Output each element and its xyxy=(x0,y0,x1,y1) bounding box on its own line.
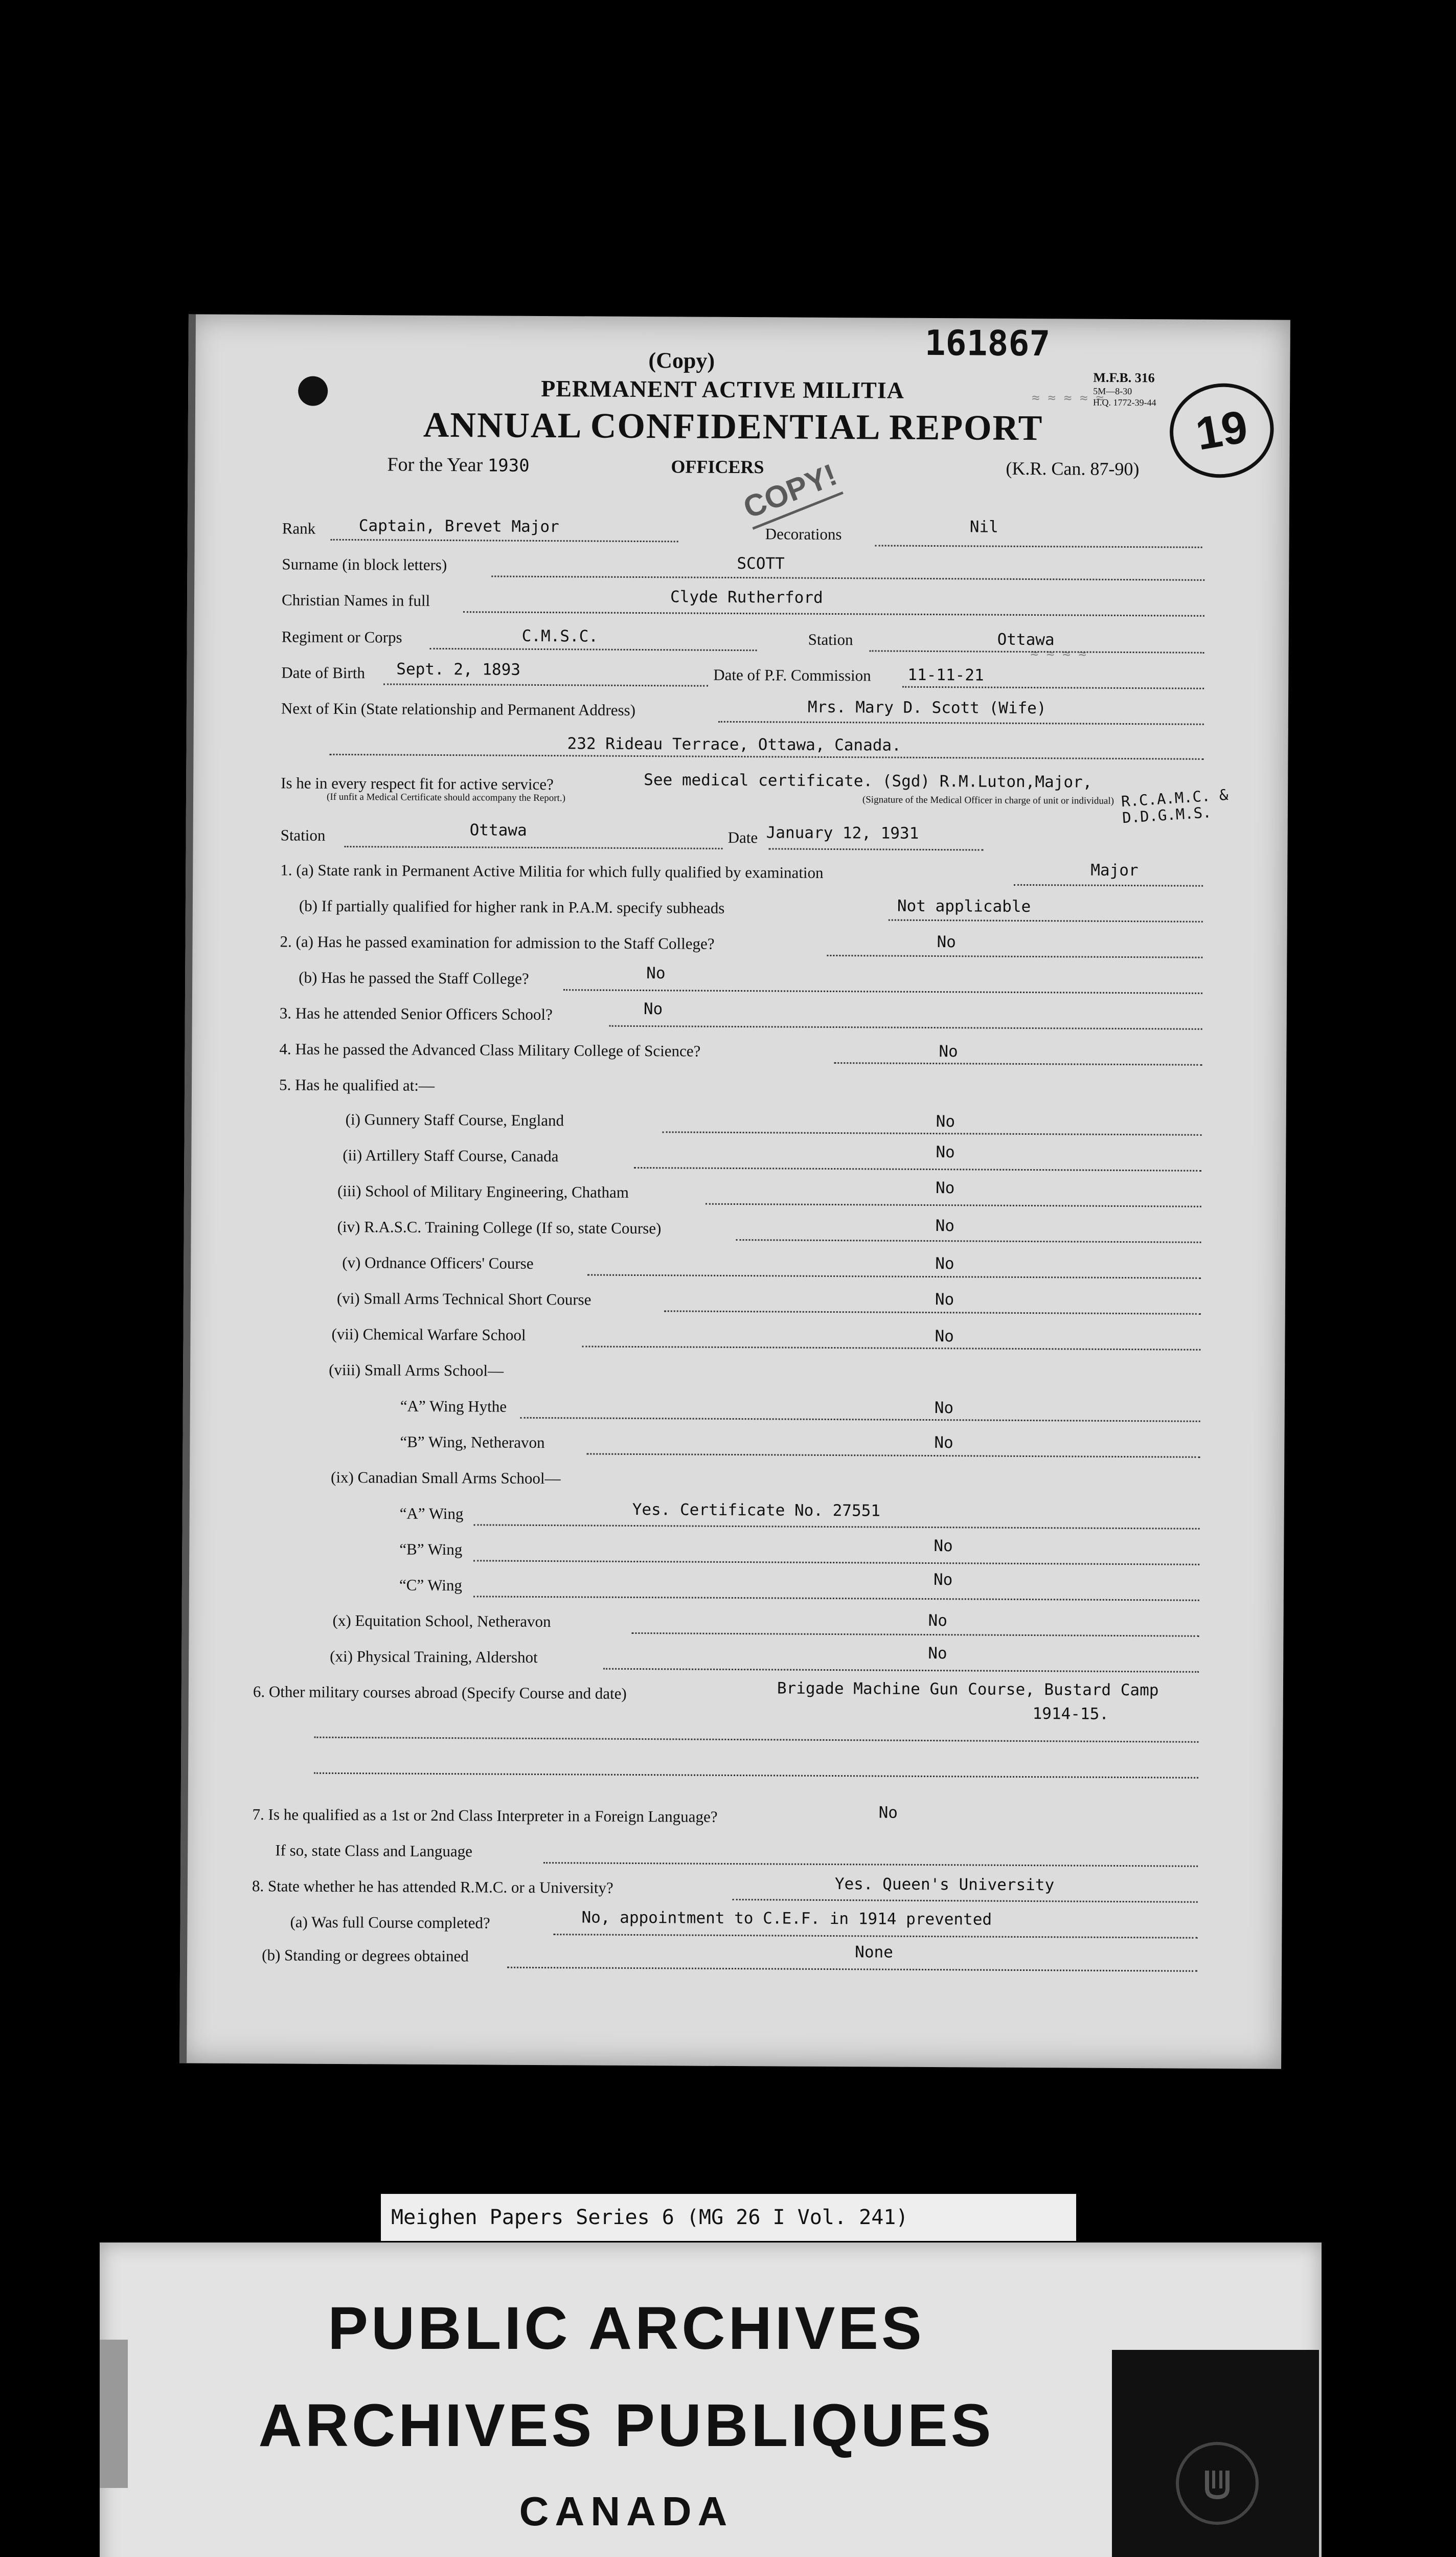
report-date-value: January 12, 1931 xyxy=(766,823,919,843)
pf-commission-row: Date of P.F. Commission 11-11-21 xyxy=(713,665,984,685)
medical-certificate-note: (If unfit a Medical Certificate should accompany the Report.) xyxy=(326,791,565,804)
question-5-i: (i) Gunnery Staff Course, England No xyxy=(345,1110,956,1131)
form-code: M.F.B. 316 5M—8-30 H.Q. 1772-39-44 xyxy=(1093,370,1156,408)
question-2a: 2. (a) Has he passed examination for admission to the Staff College? No xyxy=(280,932,956,953)
fill-line xyxy=(769,848,984,850)
answer-5-viii-a: No xyxy=(934,1399,954,1418)
answer-7: No xyxy=(878,1803,898,1822)
document-number: 161867 xyxy=(924,323,1051,365)
question-5: 5. Has he qualified at:— xyxy=(279,1075,435,1094)
question-5-xi: (xi) Physical Training, Aldershot No xyxy=(330,1644,947,1666)
fill-line xyxy=(875,545,1202,548)
answer-6: Brigade Machine Gun Course, Bustard Camp xyxy=(777,1679,1159,1700)
answer-5-ii: No xyxy=(936,1143,955,1162)
regiment-value: C.M.S.C. xyxy=(521,626,599,646)
answer-5-v: No xyxy=(935,1254,954,1273)
answer-2a: No xyxy=(937,933,956,952)
next-of-kin-value: Mrs. Mary D. Scott (Wife) xyxy=(807,698,1046,718)
answer-5-vi: No xyxy=(935,1290,954,1309)
station2-row: Station Ottawa xyxy=(280,821,527,844)
fill-line xyxy=(889,919,1203,923)
copy-heading: (Copy) xyxy=(648,348,715,373)
fill-line xyxy=(474,1524,1200,1529)
fill-line xyxy=(314,1737,1198,1743)
answer-2b: No xyxy=(646,964,666,983)
question-5-viii-a: “A” Wing Hythe No xyxy=(400,1397,954,1418)
fill-line xyxy=(553,1934,1197,1939)
fill-line xyxy=(718,721,1204,725)
question-5-ii: (ii) Artillery Staff Course, Canada No xyxy=(343,1143,955,1165)
fill-line xyxy=(473,1596,1199,1601)
fill-line xyxy=(314,1773,1198,1779)
decorations-row: Decorations Nil xyxy=(765,518,998,544)
answer-5-i: No xyxy=(936,1112,956,1131)
answer-3: No xyxy=(643,1000,663,1019)
fill-line xyxy=(543,1862,1198,1867)
fill-line xyxy=(463,611,1204,617)
fill-line xyxy=(1014,884,1203,887)
report-page xyxy=(179,314,1290,2069)
answer-5-vii: No xyxy=(935,1327,954,1346)
fill-line xyxy=(634,1167,1201,1172)
medical-officer-rank: R.C.A.M.C. & D.D.G.M.S. xyxy=(1121,786,1229,827)
answer-8a: No, appointment to C.E.F. in 1914 prevented xyxy=(581,1908,992,1929)
question-7-class: If so, state Class and Language xyxy=(275,1841,473,1860)
question-4: 4. Has he passed the Advanced Class Military College of Science? No xyxy=(279,1040,958,1061)
fill-line xyxy=(631,1632,1199,1637)
rank-value: Captain, Brevet Major xyxy=(358,517,559,536)
fill-line xyxy=(603,1668,1199,1673)
question-1b: (b) If partially qualified for higher rank in P.A.M. specify subheads Not applicable xyxy=(299,896,1031,917)
archives-card xyxy=(100,2242,1322,2557)
year-line: For the Year 1930 xyxy=(387,454,530,476)
answer-8b: None xyxy=(855,1943,893,1962)
answer-1a: Major xyxy=(1090,861,1139,880)
date-of-birth-row: Date of Birth Sept. 2, 1893 xyxy=(281,660,521,682)
signature-note: (Signature of the Medical Officer in charge of unit or individual) xyxy=(862,794,1114,806)
archive-reference-label: Meighen Papers Series 6 (MG 26 I Vol. 241) xyxy=(381,2194,1076,2241)
fill-line xyxy=(736,1239,1201,1243)
officers-heading: OFFICERS xyxy=(671,456,764,478)
question-5-ix-a: “A” Wing Yes. Certificate No. 27551 xyxy=(399,1500,881,1523)
question-8a: (a) Was full Course completed? No, appointment to C.E.F. in 1914 prevented xyxy=(290,1908,992,1932)
fill-line xyxy=(827,955,1202,958)
fill-line xyxy=(834,1062,1202,1066)
fill-line xyxy=(491,575,1204,580)
station-row: Station Ottawa xyxy=(808,630,1055,649)
archives-line-1: PUBLIC ARCHIVES xyxy=(328,2295,925,2362)
answer-5-iv: No xyxy=(935,1217,955,1236)
circled-number: 19 xyxy=(1163,375,1281,486)
question-5-vii: (vii) Chemical Warfare School No xyxy=(331,1325,954,1346)
answer-4: No xyxy=(939,1042,958,1061)
answer-5-ix-c: No xyxy=(933,1571,953,1589)
fill-line xyxy=(663,1131,1202,1136)
year-value: 1930 xyxy=(487,455,530,476)
copy-stamp: COPY! xyxy=(738,457,843,530)
question-5-x: (x) Equitation School, Netheravon No xyxy=(332,1611,948,1631)
report-date-row: Date January 12, 1931 xyxy=(727,823,919,847)
fill-line xyxy=(383,683,708,686)
answer-5-viii-b: No xyxy=(934,1433,953,1452)
answer-1b: Not applicable xyxy=(897,896,1031,916)
answer-8: Yes. Queen's University xyxy=(834,1875,1055,1895)
rank-row: Rank Captain, Brevet Major xyxy=(282,517,559,537)
fill-line xyxy=(520,1417,1200,1422)
answer-5-ix-a: Yes. Certificate No. 27551 xyxy=(632,1500,881,1520)
surname-row: Surname (in block letters) SCOTT xyxy=(282,554,785,574)
question-7: 7. Is he qualified as a 1st or 2nd Class Interpreter in a Foreign Language? No xyxy=(252,1803,898,1826)
pf-commission-value: 11-11-21 xyxy=(907,665,984,685)
fill-line xyxy=(331,539,678,543)
surname-value: SCOTT xyxy=(737,554,785,573)
fill-line xyxy=(345,846,723,849)
question-5-vi: (vi) Small Arms Technical Short Course No xyxy=(336,1289,954,1309)
question-5-v: (v) Ordnance Officers' Course No xyxy=(342,1253,954,1273)
fill-line xyxy=(473,1560,1199,1565)
militia-heading: PERMANENT ACTIVE MILITIA xyxy=(541,375,905,403)
question-5-viii-b: “B” Wing, Netheravon No xyxy=(400,1432,953,1452)
question-5-iii: (iii) School of Military Engineering, Chatham No xyxy=(337,1179,955,1201)
answer-5-ix-b: No xyxy=(934,1537,953,1556)
question-5-ix-b: “B” Wing No xyxy=(399,1537,953,1559)
question-5-iv: (iv) R.A.S.C. Training College (If so, state Course) No xyxy=(337,1217,955,1238)
question-5-ix-c: “C” Wing No xyxy=(399,1571,953,1595)
fill-line xyxy=(563,989,1202,994)
fill-line xyxy=(587,1274,1201,1278)
question-8b: (b) Standing or degrees obtained None xyxy=(262,1943,893,1965)
fit-for-service-value: See medical certificate. (Sgd) R.M.Luton,Major, xyxy=(644,771,1093,792)
kr-reference: (K.R. Can. 87-90) xyxy=(1006,458,1140,480)
date-of-birth-value: Sept. 2, 1893 xyxy=(396,660,521,679)
bleedthrough-text: ≈ ≈ ≈ ≈ ≈ xyxy=(1032,390,1104,406)
christian-names-value: Clyde Rutherford xyxy=(670,588,823,607)
fill-line xyxy=(507,1967,1197,1972)
question-1a: 1. (a) State rank in Permanent Active Militia for which fully qualified by examination Major xyxy=(280,861,1139,882)
answer-5-x: No xyxy=(928,1611,948,1630)
report-title: ANNUAL CONFIDENTIAL REPORT xyxy=(423,405,1043,448)
answer-5-xi: No xyxy=(928,1644,947,1663)
kin-address-value: 232 Rideau Terrace, Ottawa, Canada. xyxy=(567,734,901,755)
seal-glyph-icon xyxy=(1194,2460,1240,2506)
bleedthrough-text: ≈ ≈ ≈ ≈ xyxy=(1030,646,1087,662)
station-value: Ottawa xyxy=(997,630,1055,649)
fill-line xyxy=(733,1899,1198,1903)
answer-5-iii: No xyxy=(935,1179,955,1198)
fit-for-service-row: Is he in every respect fit for active service? See medical certificate. (Sgd) R.M.Luton,Major, xyxy=(281,771,1093,794)
fill-line xyxy=(430,648,757,651)
question-2b: (b) Has he passed the Staff College? No xyxy=(299,964,666,988)
question-5-viii: (viii) Small Arms School— xyxy=(329,1360,504,1380)
next-of-kin-row: Next of Kin (State relationship and Permanent Address) Mrs. Mary D. Scott (Wife) xyxy=(281,698,1046,719)
archives-line-3: CANADA xyxy=(519,2488,734,2534)
question-8: 8. State whether he has attended R.M.C. or a University? Yes. Queen's University xyxy=(252,1875,1055,1897)
christian-names-row: Christian Names in full Clyde Rutherford xyxy=(281,588,823,610)
archives-line-2: ARCHIVES PUBLIQUES xyxy=(258,2392,994,2459)
fill-line xyxy=(329,754,1203,760)
fill-line xyxy=(706,1203,1201,1207)
regiment-row: Regiment or Corps C.M.S.C. xyxy=(281,626,599,646)
fill-line xyxy=(664,1310,1201,1314)
page-edge xyxy=(179,314,196,2063)
archives-seal-icon xyxy=(1176,2442,1259,2525)
question-6: 6. Other military courses abroad (Specify Course and date) Brigade Machine Gun Course, Bustard Camp xyxy=(253,1679,1159,1702)
station2-value: Ottawa xyxy=(469,821,527,840)
fill-line xyxy=(582,1345,1200,1350)
fill-line xyxy=(586,1453,1200,1457)
question-5-ix: (ix) Canadian Small Arms School— xyxy=(330,1468,561,1488)
fill-line xyxy=(609,1025,1202,1030)
fill-line xyxy=(902,686,1204,689)
answer-6-cont: 1914-15. xyxy=(1032,1704,1109,1723)
punch-hole xyxy=(298,376,328,406)
decorations-value: Nil xyxy=(969,518,998,536)
question-3: 3. Has he attended Senior Officers School? No xyxy=(279,1000,663,1024)
